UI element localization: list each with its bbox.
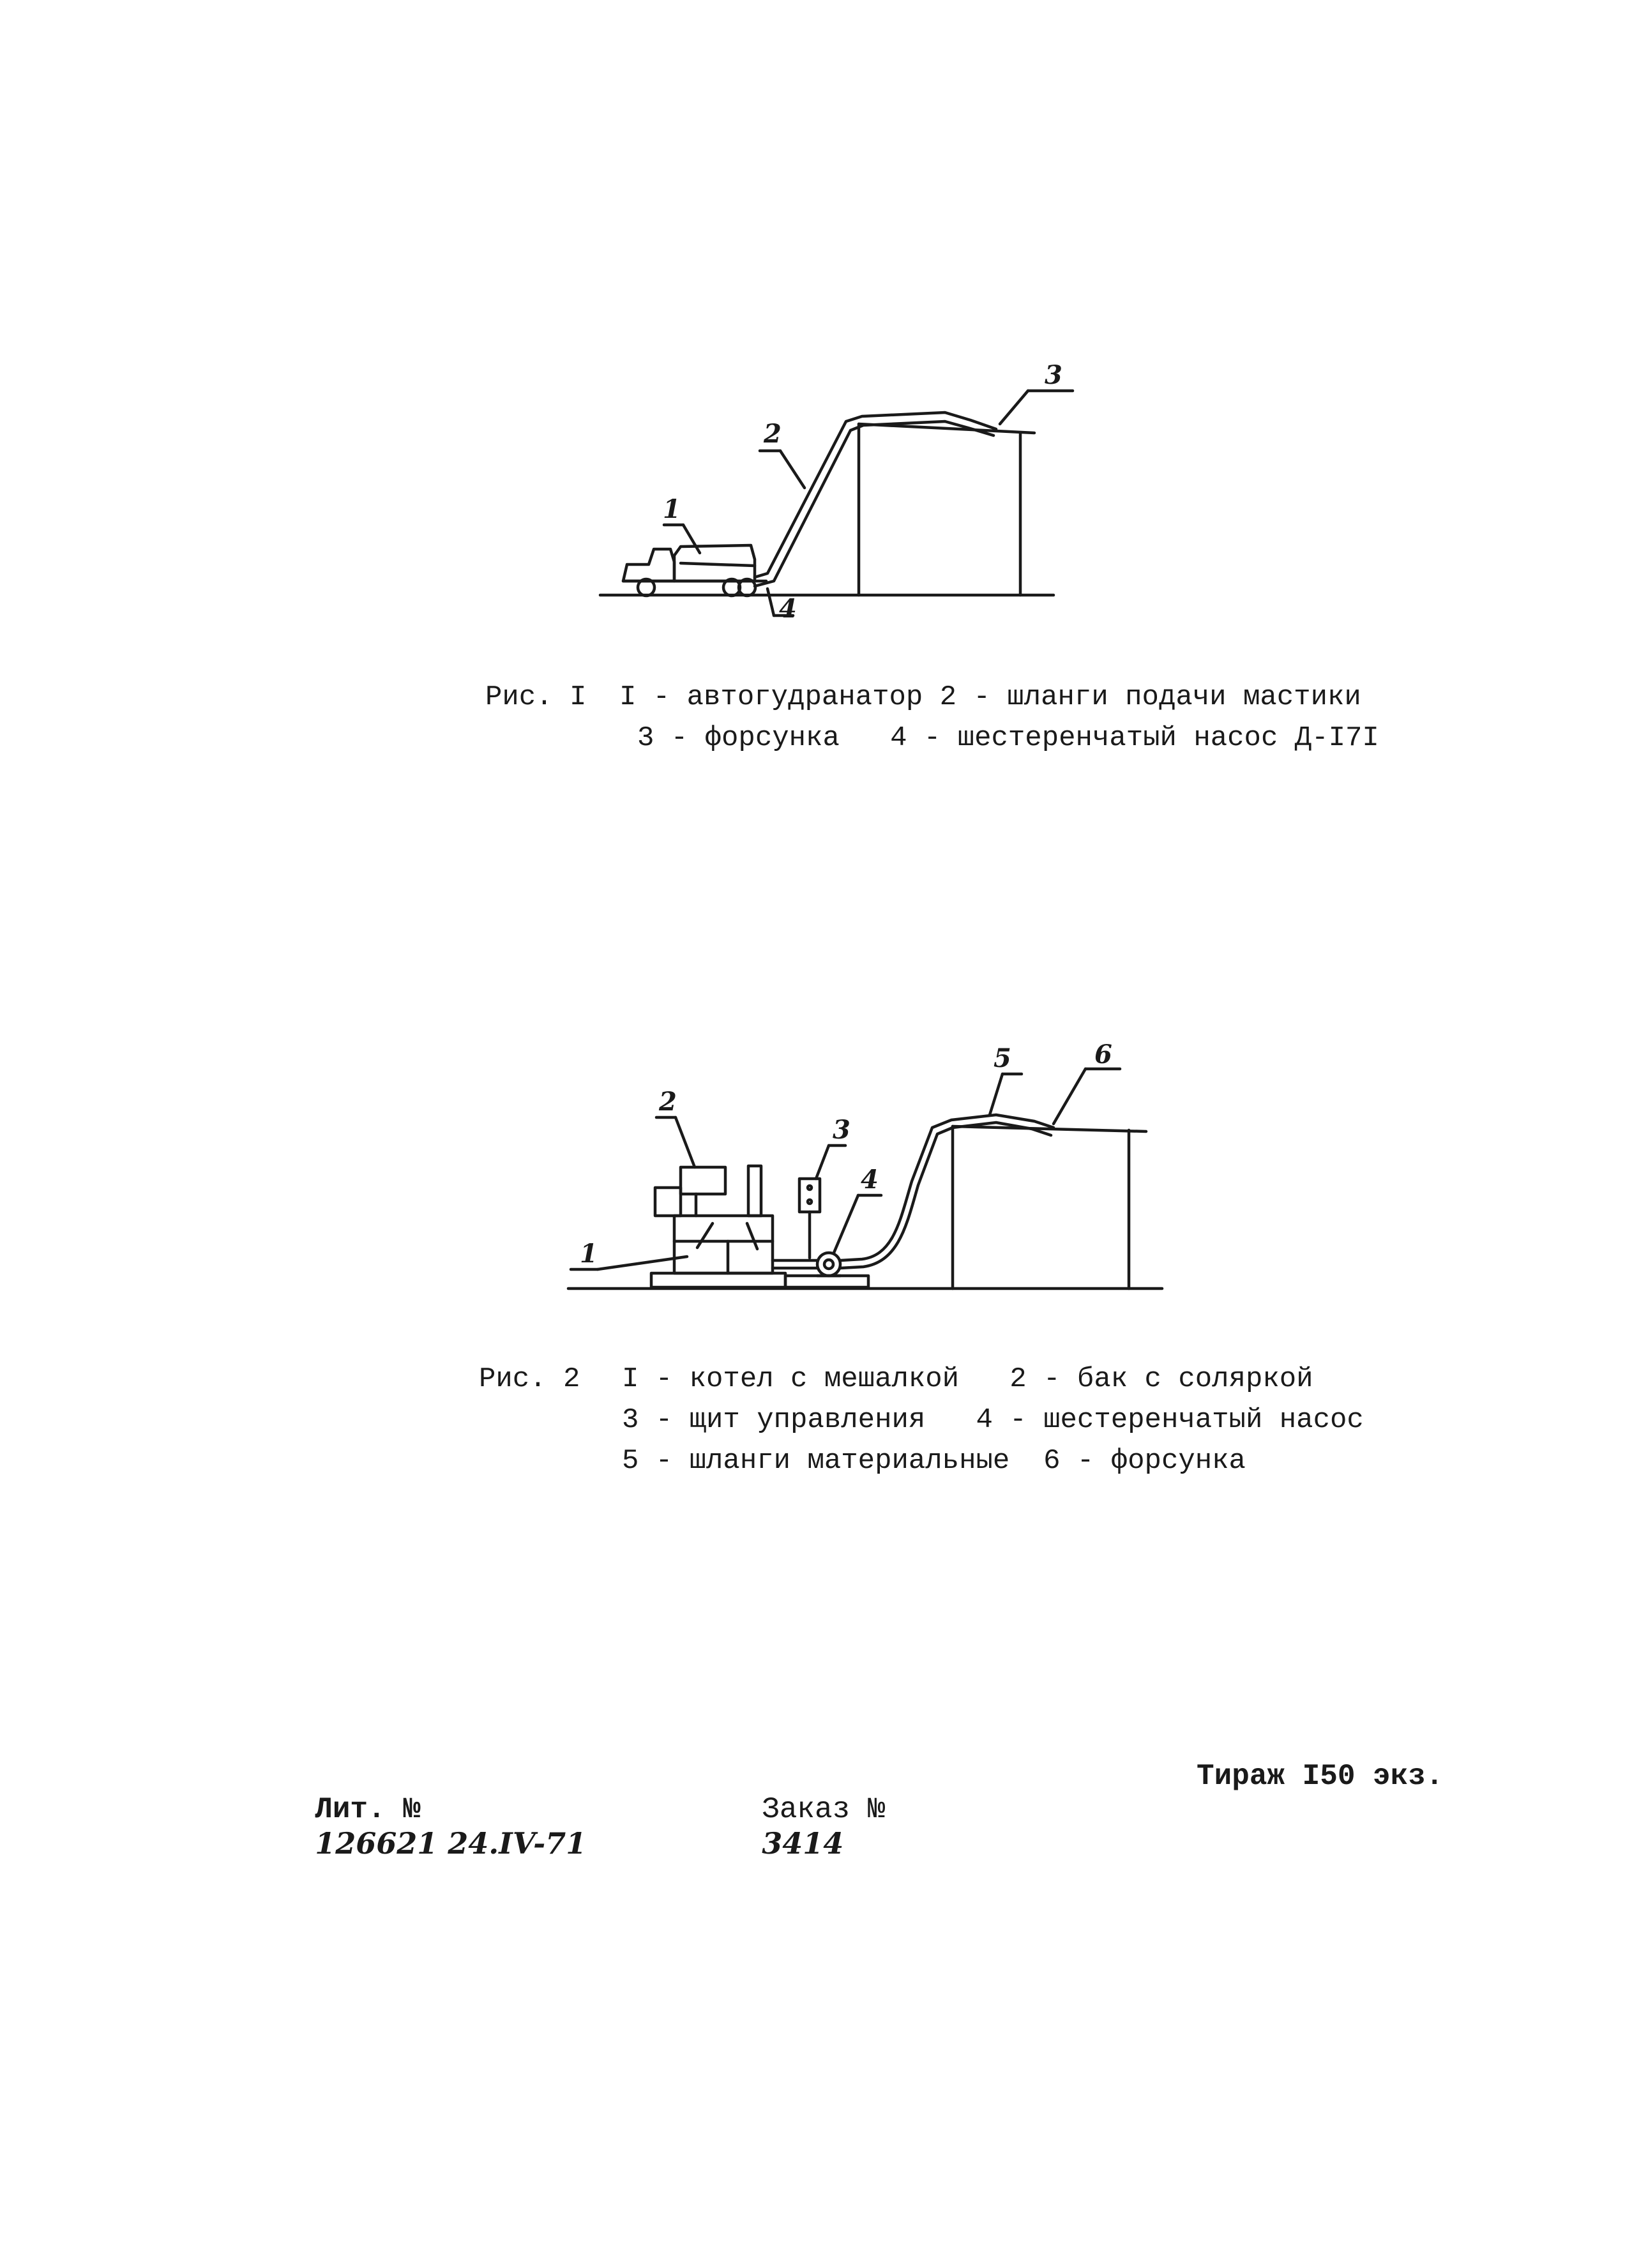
figure-2-caption-line-2: 3 - щит управления 4 - шестеренчатый насос	[622, 1404, 1364, 1436]
figure-2-callout-2: 2	[659, 1087, 677, 1117]
figure-1-caption	[485, 677, 1443, 766]
footer-order-value: 3414	[762, 1826, 844, 1861]
figure-2-caption-line-1: I - котел с мешалкой 2 - бак с соляркой	[622, 1363, 1313, 1395]
footer-lit-value: 126621 24.IV-71	[315, 1826, 587, 1861]
figure-1-caption-line-2: 3 - форсунка 4 - шестеренчатый насос Д-I7I	[637, 722, 1379, 754]
figure-2-label: Рис. 2	[479, 1363, 580, 1395]
figure-1-callout-4: 4	[779, 594, 797, 624]
figure-1-label: Рис. I	[485, 681, 587, 713]
footer-print-run: Тираж I50 экз.	[1197, 1760, 1444, 1793]
figure-2-caption-line-3: 5 - шланги материальные 6 - форсунка	[622, 1445, 1246, 1477]
figure-1-callout-1: 1	[663, 494, 681, 524]
figure-2-callout-1: 1	[580, 1239, 598, 1269]
figure-1-callout-3: 3	[1045, 360, 1062, 390]
footer-order-number	[727, 1760, 885, 1863]
figure-1-caption-line-1: I - автогудранатор 2 - шланги подачи мастики	[619, 681, 1361, 713]
figure-2-callout-5: 5	[994, 1043, 1011, 1073]
figure-2-callout-4: 4	[861, 1165, 879, 1195]
footer-order-label: Заказ №	[762, 1793, 886, 1826]
footer-lit-number	[280, 1760, 586, 1863]
figure-1-drawing	[587, 358, 1073, 639]
figure-1	[587, 358, 1073, 639]
footer-lit-label: Лит. №	[315, 1793, 421, 1826]
figure-2-callout-6: 6	[1094, 1040, 1112, 1070]
figure-2-callout-3: 3	[833, 1115, 850, 1145]
figure-2	[562, 1028, 1188, 1303]
figure-2-caption	[479, 1359, 1437, 1493]
figure-1-callout-2: 2	[764, 419, 782, 449]
